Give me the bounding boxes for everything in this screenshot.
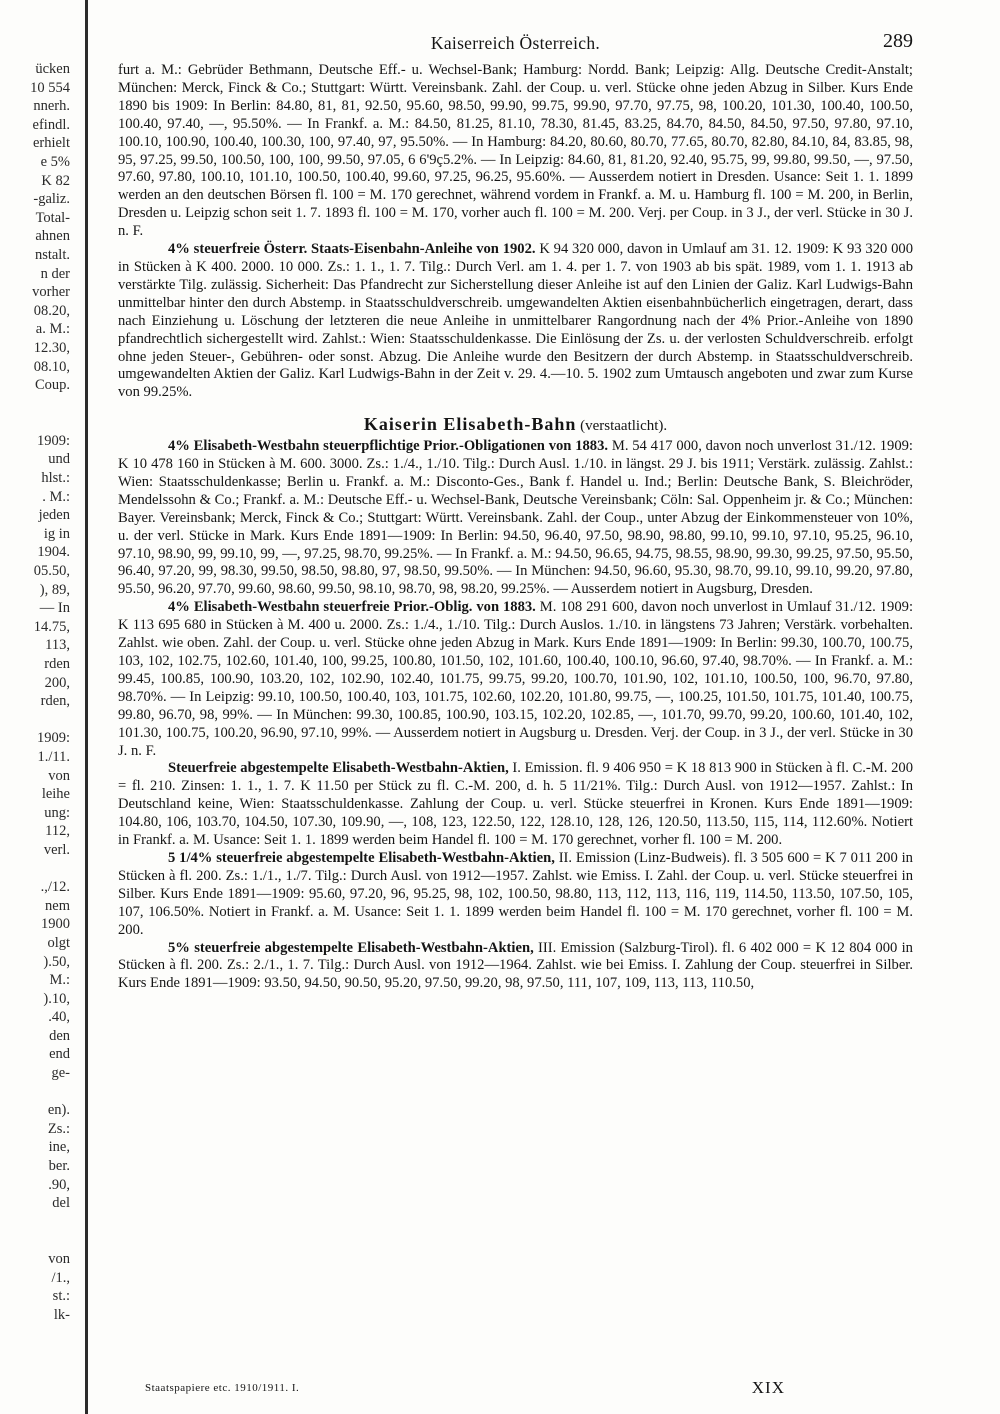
margin-fragment: 08.20, bbox=[33, 302, 70, 319]
page-number: 289 bbox=[883, 30, 913, 52]
paragraph-staats-eisenbahn-anleihe bbox=[118, 241, 913, 402]
margin-fragment: ge- bbox=[51, 1065, 70, 1082]
margin-fragment: a. M.: bbox=[35, 321, 70, 338]
margin-fragment bbox=[0, 1213, 70, 1232]
margin-fragment: Total- bbox=[35, 209, 70, 226]
margin-fragment bbox=[0, 1231, 70, 1250]
entry-title: Steuerfreie abgestempelte Elisabeth-Westbahn-Aktien, bbox=[168, 760, 509, 777]
margin-fragment: vorher bbox=[32, 284, 70, 301]
margin-fragment: st.: bbox=[52, 1288, 70, 1305]
margin-fragment bbox=[0, 413, 70, 432]
entry-text: III. Emission (Salzburg-Tirol). fl. 6 402 000 = K 12 804 000 in Stücken à fl. 200. Zs.: 2./1., 1. 7. Tilg.: Durch Ausl. von 1912—1964. Zahlst. wie bei Emiss. I. Zahlung der Coup. steuerfrei in Silber. Kurs Ende 1891—1909: 93.50, 94.50, 90.50, 95.20, 97.50, 99.20, 98, 97.50, 111, 107, 109, 113, 113, 110.50, bbox=[118, 939, 913, 992]
margin-fragment: .90, bbox=[48, 1176, 70, 1193]
margin-fragment: leihe bbox=[41, 786, 70, 803]
entry-text: M. 54 417 000, davon noch unverlost 31./12. 1909: K 10 478 160 in Stücken à M. 600. 3000. Zs.: 1./4., 1./10. Tilg.: Durch Ausl. 1./10. in längst. 29 J. bis 1911; Verstärk. zulässig. Zahlst.: Wien: Staatsschuldenkasse; Berlin u. Frankf. a. M.: Disconto-Ges., Bank f. Handel u. Ind.; Berlin: Deutsche Bank, S. Bleichröder, Mendelssohn & Co.; Frankf. a. M.: Deutsche Eff.- u. Wechsel-Bank, Deutsche Vereinsbank; Cöln: Sal. Oppenheim jr. & Co.; München: Bayer. Vereinsbank; Merck, Finck & Co.; Stuttgart: Württ. Vereinsbank. Zahl. der Coup., unter Abzug der Einkommensteuer von 10%, u. der verl. Stücke in Mark. Kurs Ende 1891—1909: In Berlin: 94.50, 96.40, 97.50, 98.90, 98.80, 99.10, 99.10, 97.10, 95.25, 96.10, 97.10, 98.90, 99, 99.10, 99, —, 97.25, 98.70, 99.25%. — In Frankf. a. M.: 94.50, 96.65, 94.75, 98.55, 98.90, 99.30, 99.25, 97.50, 95.50, 96.40, 97.20, 99, 98.30, 99.50, 98.50, 98.80, 97, 98.50, 99.50%. — In München: 94.50, 96.60, 95.30, 98.70, 99.10, 99.10, 99.20, 97.80, 95.50, 96.20, 97.70, 99.60, 98.60, 99.50, 98.10, 98.70, 98, 98.20, 99.25%. — Ausserdem notiert in Augsburg, Dresden. bbox=[118, 438, 913, 598]
margin-fragment: Zs.: bbox=[47, 1120, 70, 1137]
paragraph-steuerfreie-prior-oblig-1883 bbox=[118, 599, 913, 760]
margin-fragment: 113, bbox=[45, 637, 70, 654]
margin-fragment: — In bbox=[39, 600, 70, 617]
margin-fragment: ber. bbox=[48, 1158, 70, 1175]
margin-fragment: efindl. bbox=[32, 116, 70, 133]
entry-text: II. Emission (Linz-Budweis). fl. 3 505 600 = K 7 011 200 in Stücken à fl. 200. Zs.: 1./1., 1./7. Tilg.: Durch Ausl. von 1912—1957. Zahlst. wie Emiss. I. Zahl. der Coup. u. verl. Stücke steuerfrei in Silber. Kurs Ende 1891—1909: 95.60, 97.20, 96, 95.25, 98, 102, 100.50, 98.80, 113, 112, 113, 116, 119, 114.50, 113.50, 107.50, 105, 107, 106.50%. Notiert in Frankf. a. M. Usance: Seit 1. 1. 1899 werden beim Handel fl. 100 = M. 170 gerechnet, vorher fl. 100 = M. 200. bbox=[118, 849, 913, 938]
margin-fragment: 12.30, bbox=[33, 339, 70, 356]
margin-fragment: 200, bbox=[44, 674, 70, 691]
margin-fragment: . M.: bbox=[42, 488, 70, 505]
margin-fragment: 05.50, bbox=[33, 563, 70, 580]
margin-fragment: verl. bbox=[43, 841, 70, 858]
margin-fragment bbox=[0, 395, 70, 414]
margin-fragment: ahnen bbox=[35, 228, 70, 245]
entry-title: 5% steuerfreie abgestempelte Elisabeth-Westbahn-Aktien, bbox=[168, 939, 534, 956]
paragraph-prior-obligationen-1883 bbox=[118, 438, 913, 599]
margin-fragment: ücken bbox=[35, 61, 70, 77]
margin-fragment: erhielt bbox=[32, 135, 70, 152]
running-title: Kaiserreich Österreich. bbox=[430, 33, 601, 53]
margin-fragment: 1909: bbox=[36, 730, 70, 747]
signature-mark: XIX bbox=[751, 1378, 785, 1397]
entry-title: 4% Elisabeth-Westbahn steuerpflichtige Prior.-Obligationen von 1883. bbox=[168, 438, 609, 455]
margin-fragment: von bbox=[48, 767, 70, 784]
margin-fragment: /1., bbox=[51, 1269, 70, 1286]
adjacent-page-margin-fragments bbox=[0, 60, 70, 1400]
margin-fragment: von bbox=[48, 1251, 70, 1267]
section-title: Kaiserin Elisabeth-Bahn bbox=[363, 414, 577, 435]
margin-fragment: n der bbox=[40, 265, 70, 282]
margin-fragment: 10 554 bbox=[30, 79, 70, 96]
footer-imprint: Staatspapiere etc. 1910/1911. I. bbox=[145, 1382, 300, 1394]
margin-fragment: .,/12. bbox=[40, 879, 70, 896]
margin-fragment: rden, bbox=[40, 693, 70, 710]
entry-text: K 94 320 000, davon in Umlauf am 31. 12. 1909: K 93 320 000 in Stücken à K 400. 2000. 10 000. Zs.: 1. 1., 1. 7. Tilg.: Durch Verl. am 1. 4. per 1. 7. von 1903 ab bis spät. 1989, vom 1. 1. 1913 ab verstärkte Tilg. zulässig. Sicherheit: Das Pfandrecht zur Sicherstellung dieser Anleihe ist auf den Linien der Galiz. Karl Ludwigs-Bahn unmittelbar hinter den durch Abstemp. in Staatsschuldverschreib. umgewandelten Aktien eisenbahnbücherlich eingetragen, derart, dass nach Einziehung u. Löschung der letzteren die neue Anleihe in unmittelbarer Rangordnung nach der 4% Prior.-Anleihe von 1890 pfandrechtlich sichergestellt wird. Zahlst.: Wien: Staatsschuldenkasse. Die Einlösung der Zs. u. der verlosten Schuldverschreib. erfolgt ohne jeden Steuer-, Gebühren- oder sonst. Abzug. Die Anleihe wurde den Besitzern der durch Abstemp. in Staatsschuldverschreib. umgewandelten Aktien der Galiz. Karl Ludwigs-Bahn in der Zeit v. 29. 4.—10. 5. 1902 zum Umtausch angeboten und zwar zum Kurse von 99.25%. bbox=[118, 241, 914, 401]
margin-fragment: M.: bbox=[49, 972, 70, 989]
margin-fragment: nnerh. bbox=[33, 98, 70, 115]
margin-fragment: 1909: bbox=[36, 432, 70, 449]
margin-fragment bbox=[0, 860, 70, 879]
paragraph-continuation: furt a. M.: Gebrüder Bethmann, Deutsche Eff.- u. Wechsel-Bank; Hamburg: Nordd. Bank; Leipzig: Allg. Deutsche Credit-Anstalt; München: Merck, Finck & Co.; Stuttgart: Württ. Vereinsbank. Zahl. der Coup. u. verl. Stücke ohne jeden Abzug in Silber. Kurs Ende 1890 bis 1909: In Berlin: 84.80, 81, 81, 92.50, 95.60, 98.50, 99.90, 99.75, 99.90, 97.70, 97.75, 98, 100.20, 101.30, 100.40, 100.50, 100.40, 97.40, —, 95.50%. — In Frankf. a. M.: 84.50, 81.25, 81.10, 78.30, 81.45, 83.25, 84.70, 84.50, 84.50, 97.50, 97.80, 97.10, 100.10, 100.90, 100.40, 100.30, 100, 97.40, 97, 95.50%. — In Hamburg: 84.20, 80.60, 80.70, 77.65, 80.70, 82.80, 84.10, 84, 83.85, 98, 95, 97.25, 99.50, 100.50, 100, 100, 99.50, 97.05, 6 6'9ç5.2%. — In Leipzig: 84.60, 81, 81.20, 92.40, 95.75, 99, 99.80, 99.50, —, 97.50, 97.60, 97.80, 100.10, 101.10, 100.50, 100.40, 99.60, 97.25, 96.25, 95.60%. — Ausserdem notiert in Dresden. Usance: Seit 1. 1. 1899 werden an den deutschen Börsen fl. 100 = M. 170 gerechnet, während vordem in Frankf. a. M. u. Hamburg fl. 100 = M. 200, in Berlin, Dresden u. Leipzig schon seit 1. 7. 1893 fl. 100 = M. 170, vorher auch fl. 100 = M. 200. Verj. per Coup. in 3 J., der verl. Stücke in 30 J. n. F. bbox=[118, 62, 913, 240]
margin-fragment: den bbox=[49, 1027, 70, 1044]
entry-text: I. Emission. fl. 9 406 950 = K 18 813 900 in Stücken à fl. C.-M. 200 = fl. 210. Zinsen: 1. 1., 1. 7. K 11.50 per Stück zu fl. C.-M. 200, d. h. 5 11/21%. Tilg.: Durch Ausl. von 1912—1957. Zahlst.: In Deutschland keine, Wien: Staatsschuldenkasse. Zahlung der Coup. u. verl. Stücke steuerfrei in Kronen. Kurs Ende 1891—1909: 104.80, 106, 103.70, 104.50, 107.30, 109.90, —, 108, 123, 122.50, 122, 128.10, 128, 126, 120.50, 113.50, 115, 114, 112.60%. Notiert in Frankf. a. M. Usance: Seit 1. 1. 1899 werden beim Handel fl. 100 = M. 170 gerechnet, vorher fl. 100 = M. 200. bbox=[118, 760, 913, 849]
margin-fragment: .40, bbox=[48, 1009, 70, 1026]
margin-fragment: ine, bbox=[48, 1139, 70, 1156]
margin-fragment: del bbox=[52, 1195, 70, 1212]
paragraph-aktien-emission-3 bbox=[118, 940, 913, 994]
section-heading bbox=[118, 416, 913, 436]
section-note: (verstaatlicht). bbox=[576, 418, 668, 435]
margin-fragment: hlst.: bbox=[41, 470, 70, 487]
margin-fragment: jeden bbox=[38, 507, 70, 524]
margin-fragment: lk- bbox=[53, 1306, 70, 1323]
page-body bbox=[118, 62, 913, 993]
margin-fragment: -galiz. bbox=[33, 191, 70, 208]
margin-fragment: e 5% bbox=[40, 153, 70, 170]
paragraph-aktien-emission-1 bbox=[118, 760, 913, 850]
margin-fragment: olgt bbox=[47, 934, 70, 951]
margin-fragment: ig in bbox=[43, 525, 70, 542]
margin-fragment: 14.75, bbox=[33, 618, 70, 635]
margin-fragment: 1./11. bbox=[37, 748, 70, 765]
margin-fragment: ung: bbox=[44, 804, 70, 821]
page-gutter-line bbox=[85, 0, 88, 1414]
margin-fragment: en). bbox=[47, 1102, 70, 1119]
margin-fragment: K 82 bbox=[41, 172, 70, 189]
margin-fragment: 1900 bbox=[41, 916, 70, 933]
margin-fragment bbox=[0, 1083, 70, 1102]
margin-fragment: 08.10, bbox=[33, 358, 70, 375]
margin-fragment bbox=[0, 711, 70, 730]
margin-fragment: end bbox=[49, 1046, 70, 1063]
margin-fragment: rden bbox=[44, 656, 70, 672]
margin-fragment: 112, bbox=[45, 823, 70, 840]
margin-fragment: ).50, bbox=[43, 953, 70, 970]
entry-title: 5 1/4% steuerfreie abgestempelte Elisabeth-Westbahn-Aktien, bbox=[168, 849, 555, 866]
paragraph-aktien-emission-2 bbox=[118, 850, 913, 940]
margin-fragment: 1904. bbox=[37, 544, 70, 561]
page-footer bbox=[145, 1378, 785, 1404]
margin-fragment: ).10, bbox=[43, 990, 70, 1007]
margin-fragment: und bbox=[48, 451, 70, 468]
entry-title: 4% steuerfreie Österr. Staats-Eisenbahn-Anleihe von 1902. bbox=[168, 241, 536, 258]
page-header bbox=[118, 30, 913, 58]
entry-text: M. 108 291 600, davon noch unverlost in Umlauf 31./12. 1909: K 113 695 680 in Stücken à M. 400 u. 2000. Zs.: 1./4., 1./10. Tilg.: Durch Auslos. 1./10. in längstens 73 Jahren; Verstärk. vorbehalten. Zahlst. wie oben. Zahl. der Coup. u. verl. Stücke ohne jeden Abzug in Mark. Kurs Ende 1891—1909: In Berlin: 99.30, 100.70, 100.75, 103, 102, 102.75, 102.60, 101.40, 100, 99.25, 100.80, 101.50, 102, 101.60, 100.40, 100.10, 96.60, 97.40, 98.70%. — In Frankf. a. M.: 99.45, 100.85, 100.90, 103.20, 102, 102.90, 102.40, 101.75, 99.75, 99.20, 100.70, 101.90, 102, 101.10, 100.50, 100, 96.70, 97.80, 98.70%. — In Leipzig: 99.10, 100.50, 100.40, 103, 101.75, 102.60, 102.20, 101.80, 99.75, —, 100.25, 101.50, 101.75, 101.40, 100.75, 99.80, 96.70, 98, 99%. — In München: 99.30, 100.85, 100.90, 103.15, 102.20, 102.85, —, 101.70, 99.70, 99.20, 100.60, 101.40, 102, 101.30, 100.75, 100.20, 96.90, 97.10, 99%. — Ausserdem notiert in Augsburg u. Dresden. Verj. der Coup. in 3 J., der verl. Stücke in 30 J. n. F. bbox=[118, 599, 913, 759]
entry-title: 4% Elisabeth-Westbahn steuerfreie Prior.-Oblig. von 1883. bbox=[168, 599, 536, 616]
margin-fragment: Coup. bbox=[34, 377, 70, 394]
margin-fragment: ), 89, bbox=[39, 581, 70, 598]
margin-fragment: nstalt. bbox=[34, 246, 70, 263]
margin-fragment: nem bbox=[45, 897, 70, 914]
